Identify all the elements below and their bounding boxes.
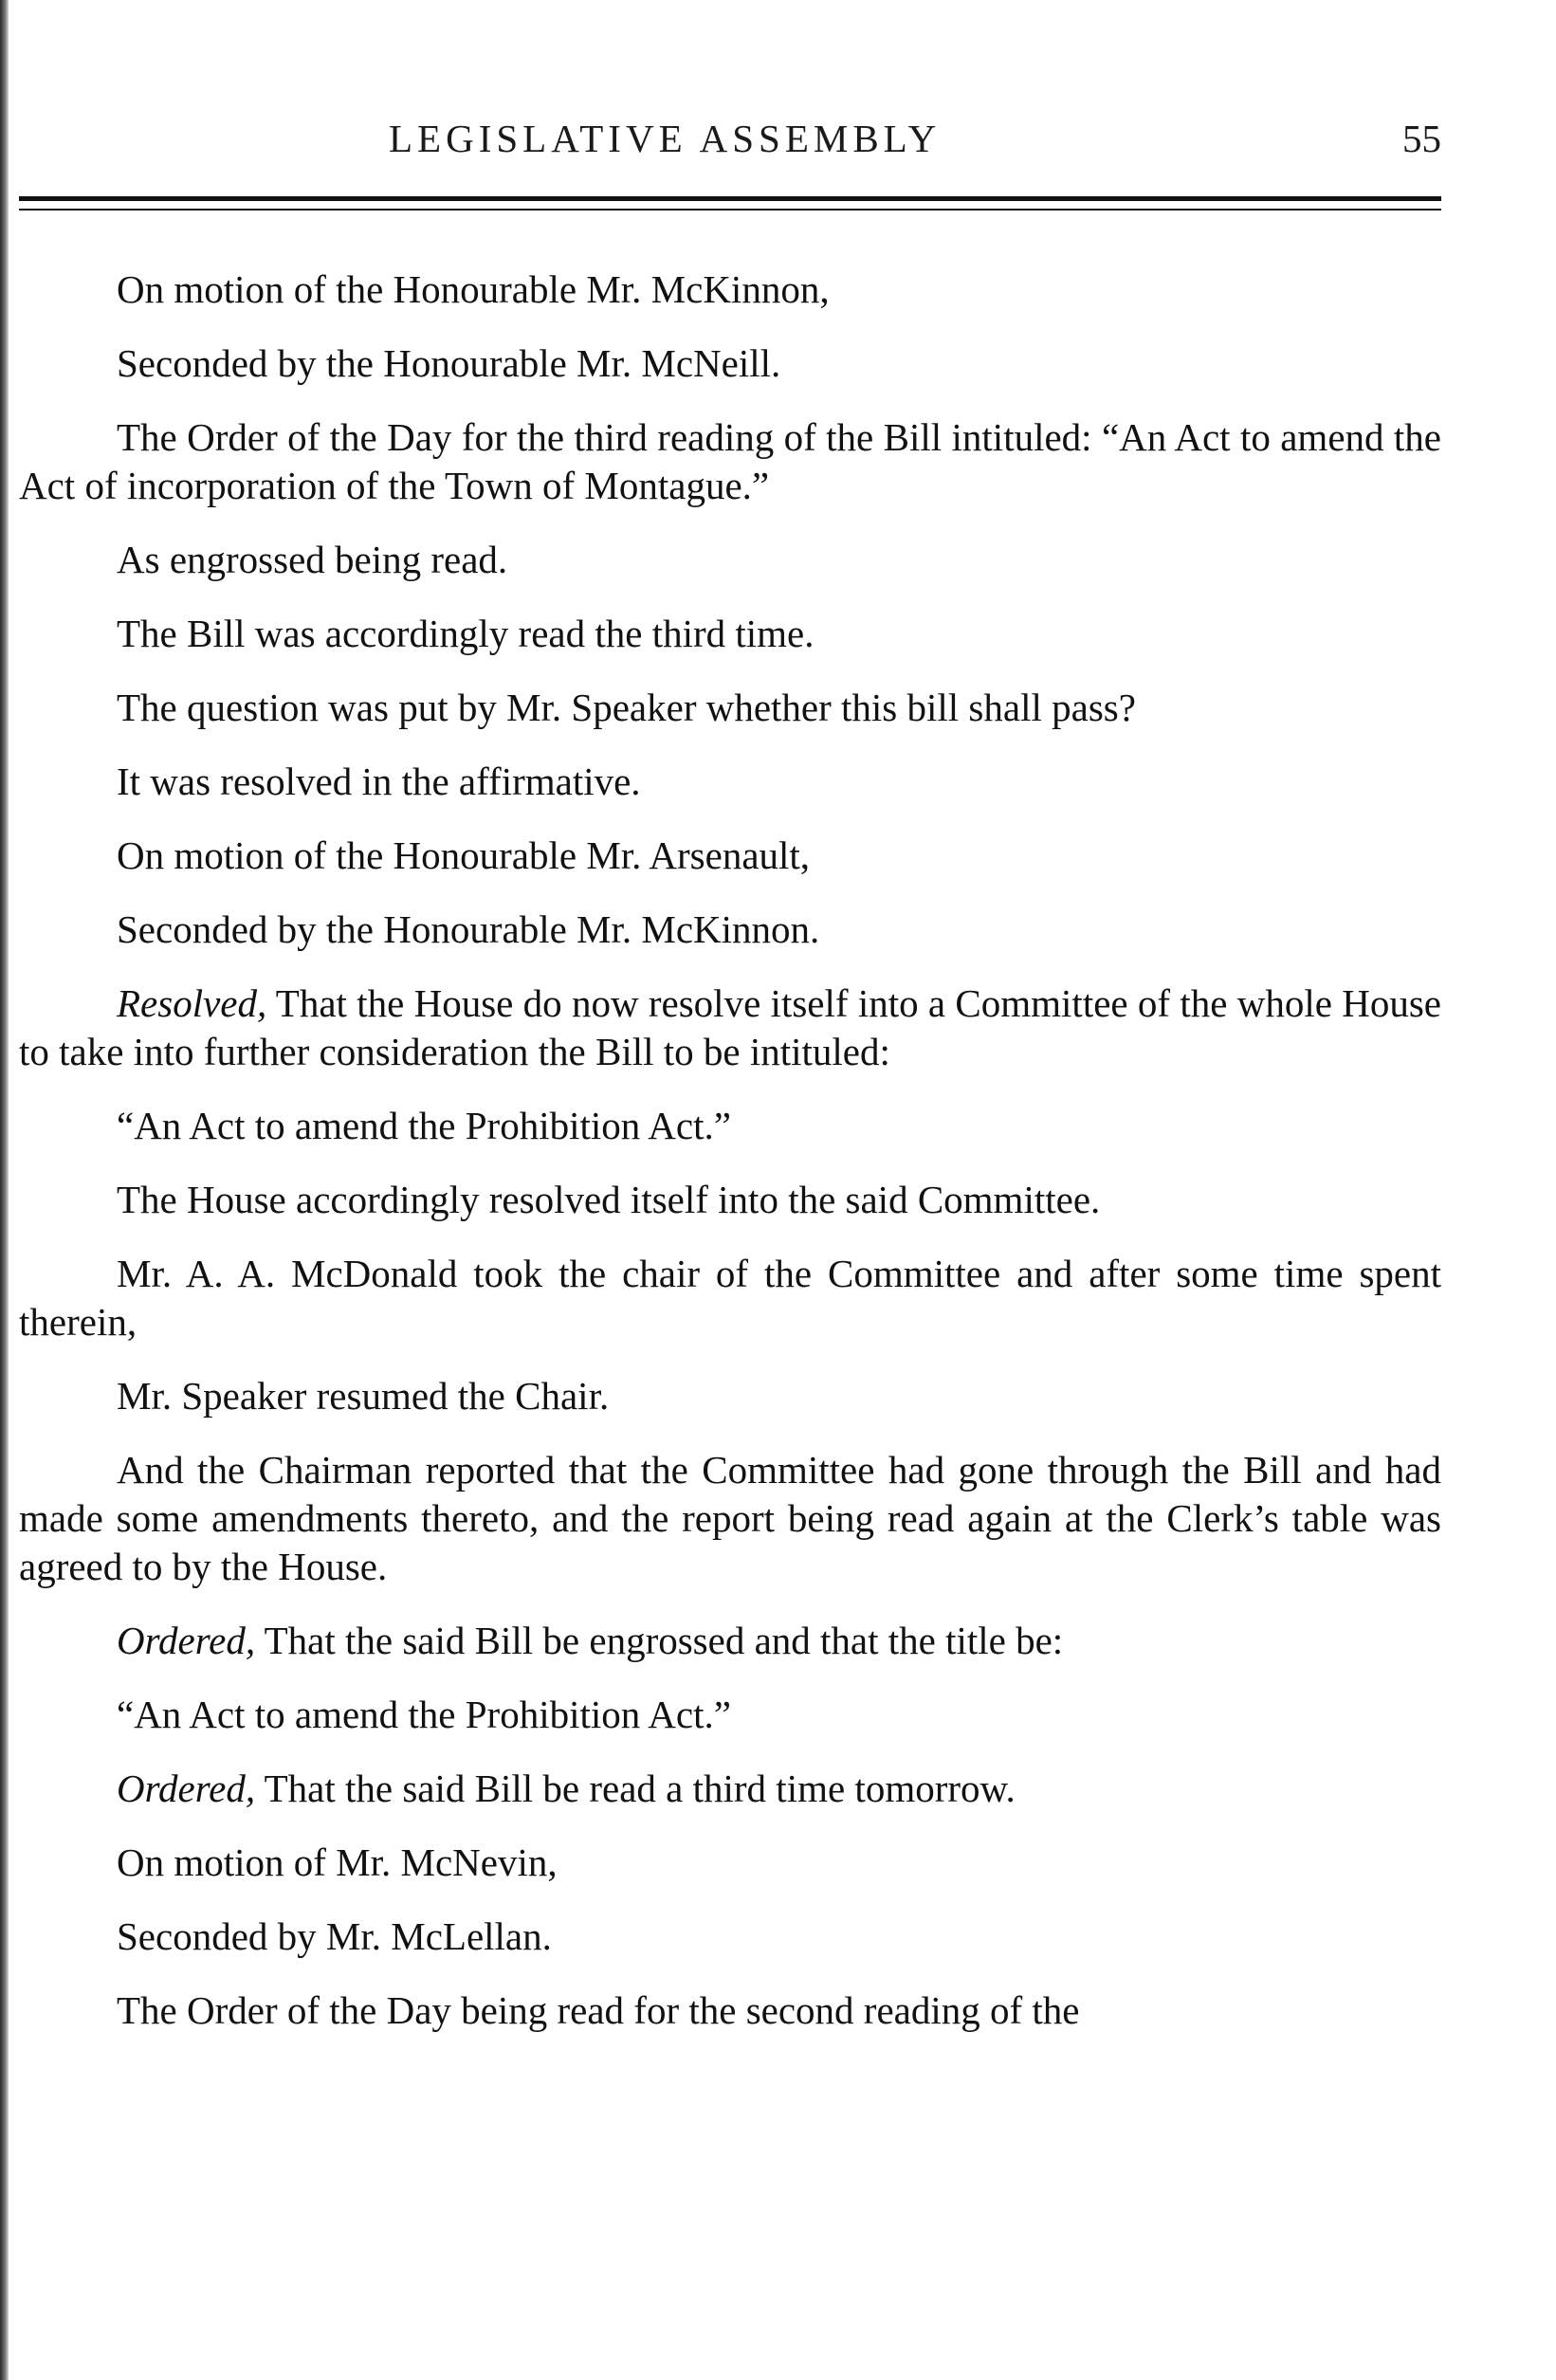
- header-rule-thick: [19, 196, 1441, 201]
- paragraph-resolved-committee: Resolved, That the House do now resolve itself into a Committee of the whole House to take into further consideration the Bill to be intituled:: [19, 981, 1441, 1073]
- paragraph-seconded-mckinnon: Seconded by the Honourable Mr. McKinnon.: [117, 907, 820, 951]
- page-binding-edge: [0, 0, 9, 2380]
- paragraph-resolved-affirmative: It was resolved in the affirmative.: [117, 760, 641, 803]
- page-number: 55: [1402, 117, 1441, 160]
- journal-text: [19, 265, 1441, 2060]
- paragraph-engrossed-read: As engrossed being read.: [117, 538, 508, 581]
- paragraph-ordered-engrossed: Ordered, That the said Bill be engrossed and that the title be:: [117, 1619, 1064, 1662]
- paragraph-chairman-reported: And the Chairman reported that the Committee had gone through the Bill and had made some amendments thereto, and the report being read again at the Clerk’s table was agreed to by the House.: [19, 1448, 1441, 1588]
- paragraph-speaker-resumed: Mr. Speaker resumed the Chair.: [117, 1374, 610, 1418]
- paragraph-order-third-reading: The Order of the Day for the third reading of the Bill intituled: “An Act to amend the Act of incorporation of the Town of Montague.”: [19, 415, 1441, 507]
- paragraph-seconded-mclellan: Seconded by Mr. McLellan.: [117, 1914, 552, 1958]
- running-head: LEGISLATIVE ASSEMBLY: [389, 117, 942, 160]
- paragraph-question-put: The question was put by Mr. Speaker whether this bill shall pass?: [117, 686, 1136, 729]
- paragraph-motion-mcnevin: On motion of Mr. McNevin,: [117, 1840, 558, 1884]
- paragraph-ordered-third-time: Ordered, That the said Bill be read a third time tomorrow.: [117, 1767, 1016, 1810]
- paragraph-motion-arsenault: On motion of the Honourable Mr. Arsenault,: [117, 833, 811, 877]
- paragraph-mcdonald-chair: Mr. A. A. McDonald took the chair of the Committee and after some time spent therein,: [19, 1252, 1441, 1344]
- header-rule-thin: [19, 209, 1441, 211]
- page-header: [19, 106, 1441, 173]
- paragraph-seconded-mcneill: Seconded by the Honourable Mr. McNeill.: [117, 341, 781, 385]
- paragraph-motion-mckinnon: On motion of the Honourable Mr. McKinnon,: [117, 267, 830, 311]
- paragraph-act-title: “An Act to amend the Prohibition Act.”: [117, 1104, 731, 1147]
- paragraph-house-resolved: The House accordingly resolved itself into the said Committee.: [117, 1178, 1101, 1221]
- paragraph-act-title-repeat: “An Act to amend the Prohibition Act.”: [117, 1693, 731, 1736]
- paragraph-order-second-reading: The Order of the Day being read for the second reading of the: [117, 1988, 1080, 2032]
- paragraph-read-third-time: The Bill was accordingly read the third time.: [117, 612, 815, 655]
